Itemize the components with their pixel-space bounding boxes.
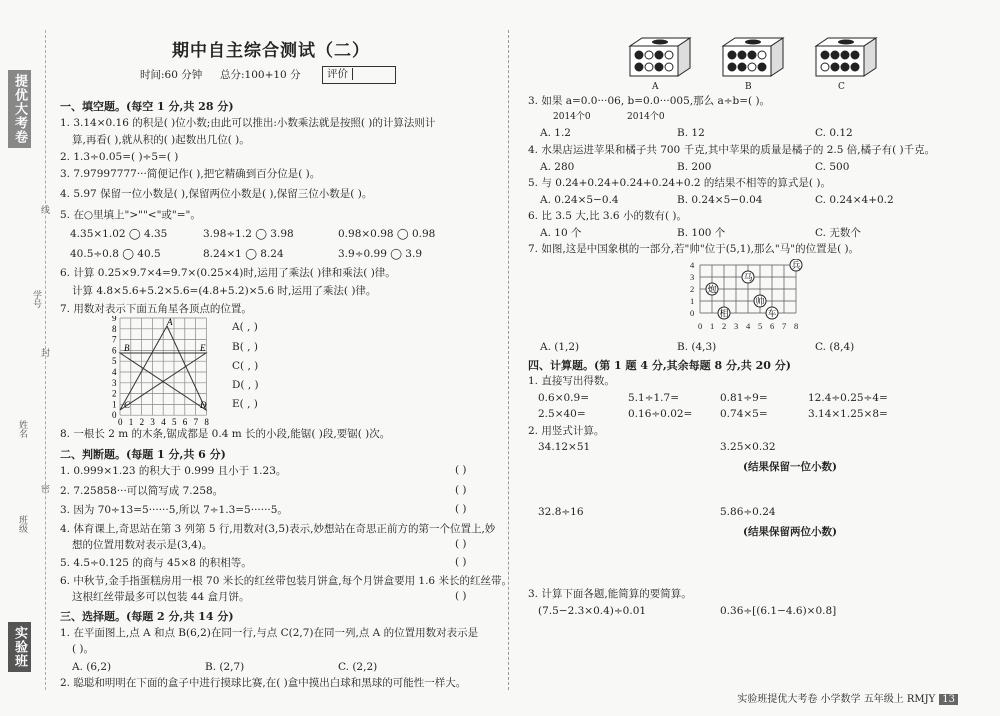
column-divider xyxy=(508,30,509,690)
q5-r1-a: 4.35×1.02 ◯ 4.35 xyxy=(70,228,168,240)
calc-2-d: 5.86÷0.24 xyxy=(720,506,776,518)
grid-ytick: 3 xyxy=(112,377,117,388)
q4-opt-a: A. 280 xyxy=(540,161,575,173)
star-point-C: C xyxy=(124,400,131,410)
white-ball xyxy=(821,63,829,71)
black-ball xyxy=(841,63,849,71)
sec3-q1a: 1. 在平面图上,点 A 和点 B(6,2)在同一行,与点 C(2,7)在同一列,点 A 的位置用数对表示是 xyxy=(60,627,479,639)
calc-2-a: 34.12×51 xyxy=(538,441,591,453)
box-hole xyxy=(652,40,668,45)
time-info: 时间:60 分钟 xyxy=(140,69,203,81)
q7-b: B( , ) xyxy=(232,341,258,353)
judge-3-answer[interactable]: ( ) xyxy=(455,503,467,515)
white-ball xyxy=(665,63,673,71)
black-ball xyxy=(851,51,859,59)
grid-xtick: 0 xyxy=(118,417,123,428)
right-q4: 4. 水果店运进苹果和橘子共 700 千克,其中苹果的质量是橘子的 2.5 倍,橘子有( )千克。 xyxy=(528,144,936,156)
q5-r1-c: 0.98×0.98 ◯ 0.98 xyxy=(338,228,436,240)
right-q7: 7. 如图,这是中国象棋的一部分,若"帅"位于(5,1),那么"马"的位置是( )。 xyxy=(528,243,860,255)
sec1-q1a: 1. 3.14×0.16 的积是( )位小数;由此可以推出:小数乘法就是按照( )的计算法则计 xyxy=(60,117,436,129)
white-ball xyxy=(645,63,653,71)
grid-xtick: 7 xyxy=(193,417,199,428)
white-ball xyxy=(645,51,653,59)
chess-ytick: 0 xyxy=(690,308,695,318)
grid-ytick: 0 xyxy=(112,410,117,421)
box-hole xyxy=(745,40,761,45)
chess-piece-label: 炮 xyxy=(707,285,717,296)
q7-a: A( , ) xyxy=(232,321,258,333)
sec1-q4: 4. 5.97 保留一位小数是( ),保留两位小数是( ),保留三位小数是( )。 xyxy=(60,188,373,200)
star-point-B: B xyxy=(124,343,130,353)
chess-ytick: 4 xyxy=(690,260,695,270)
calc-1: 1. 直接写出得数。 xyxy=(528,375,615,387)
grid-xtick: 3 xyxy=(150,417,155,428)
judge-5: 5. 4.5÷0.125 的商与 45×8 的积相等。 xyxy=(60,557,252,569)
black-ball xyxy=(655,51,663,59)
grid-ytick: 5 xyxy=(112,356,117,367)
q7-c: C( , ) xyxy=(232,360,259,372)
brand-bottom: 实验班 xyxy=(8,622,31,672)
calc-1-r1-a: 0.6×0.9= xyxy=(538,392,589,404)
sec3-q1-opt-c: C. (2,2) xyxy=(338,661,378,673)
chess-ytick: 1 xyxy=(690,296,695,306)
box-hole xyxy=(838,40,854,45)
chess-xtick: 8 xyxy=(794,321,799,331)
star-point-A: A xyxy=(167,317,173,327)
sec1-q5: 5. 在○里填上">""<"或"="。 xyxy=(60,209,201,221)
box-label-b: B xyxy=(745,82,752,92)
q4-opt-b: B. 200 xyxy=(677,161,712,173)
side-label-3: 封 xyxy=(39,348,49,357)
brand-top: 提优大考卷 xyxy=(8,70,31,148)
q6-opt-a: A. 10 个 xyxy=(540,227,582,239)
sec3-heading: 三、选择题。(每题 2 分,共 14 分) xyxy=(60,610,234,623)
q5-opt-b: B. 0.24×5−0.04 xyxy=(677,194,763,206)
sec3-q2: 2. 聪聪和明明在下面的盒子中进行摸球比赛,在( )盒中摸出白球和黑球的可能性一样大。 xyxy=(60,677,467,689)
q7-opt-c: C. (8,4) xyxy=(815,341,855,353)
calc-1-r2-d: 3.14×1.25×8= xyxy=(808,408,888,420)
star-point-D: D xyxy=(200,400,207,410)
chess-xtick: 3 xyxy=(734,321,739,331)
q7-opt-b: B. (4,3) xyxy=(677,341,717,353)
chess-piece-label: 相 xyxy=(719,309,729,320)
chess-piece-label: 兵 xyxy=(791,261,801,272)
calc-2-b: 3.25×0.32 xyxy=(720,441,776,453)
binding-sidebar xyxy=(0,0,52,716)
judge-4b: 想的位置用数对表示是(3,4)。 xyxy=(72,539,213,551)
chess-xtick: 7 xyxy=(782,321,787,331)
calc-1-r2-b: 0.16÷0.02= xyxy=(628,408,693,420)
judge-5-answer[interactable]: ( ) xyxy=(455,556,467,568)
star-grid xyxy=(110,316,215,428)
black-ball xyxy=(728,63,736,71)
calc-2-c: 32.8÷16 xyxy=(538,506,584,518)
judge-4-answer[interactable]: ( ) xyxy=(455,538,467,550)
sec4-heading: 四、计算题。(第 1 题 4 分,其余每题 8 分,共 20 分) xyxy=(528,359,791,372)
box-front xyxy=(816,46,864,76)
grid-ytick: 7 xyxy=(112,334,117,345)
chess-xtick: 0 xyxy=(698,321,703,331)
box-front xyxy=(723,46,771,76)
calc-2-d-note: (结果保留两位小数) xyxy=(743,526,837,538)
grid-ytick: 4 xyxy=(112,367,117,377)
sec1-q6a: 6. 计算 0.25×9.7×4=9.7×(0.25×4)时,运用了乘法( )律和乘法( )律。 xyxy=(60,267,396,279)
black-ball xyxy=(831,51,839,59)
calc-2: 2. 用竖式计算。 xyxy=(528,425,605,437)
side-label-2: 线 xyxy=(39,205,49,214)
black-ball xyxy=(635,51,643,59)
page-title: 期中自主综合测试（二） xyxy=(172,41,370,61)
chess-xtick: 4 xyxy=(746,321,751,331)
sec3-q1b: ( )。 xyxy=(72,643,95,655)
white-ball xyxy=(665,51,673,59)
chess-piece-label: 车 xyxy=(767,309,777,320)
chess-ytick: 2 xyxy=(690,284,695,294)
grid-xtick: 1 xyxy=(128,417,134,428)
judge-2-answer[interactable]: ( ) xyxy=(455,484,467,496)
grid-ytick: 6 xyxy=(112,345,117,356)
box-label-a: A xyxy=(652,82,659,92)
grid-xtick: 5 xyxy=(172,417,177,428)
sec1-q6b: 计算 4.8×5.6+5.2×5.6=(4.8+5.2)×5.6 时,运用了乘法( )律。 xyxy=(72,285,377,297)
black-ball xyxy=(655,63,663,71)
judge-4: 4. 体育课上,奇思站在第 3 列第 5 行,用数对(3,5)表示,妙想站在奇思正前方的第一个位置上,妙 xyxy=(60,523,496,535)
black-ball xyxy=(841,51,849,59)
side-label-1: 学号 xyxy=(31,290,41,308)
calc-1-r1-d: 12.4÷0.25÷4= xyxy=(808,392,888,404)
footer-text: 实验班提优大考卷 小学数学 五年级上 RMJY xyxy=(737,694,936,705)
grid-ytick: 8 xyxy=(112,323,117,334)
calc-2-b-note: (结果保留一位小数) xyxy=(743,461,837,473)
calc-1-r2-c: 0.74×5= xyxy=(720,408,768,420)
sec1-q7: 7. 用数对表示下面五角星各顶点的位置。 xyxy=(60,303,252,315)
grid-xtick: 8 xyxy=(204,417,209,428)
side-label-6: 班级 xyxy=(17,515,27,533)
chess-ytick: 3 xyxy=(690,272,695,282)
calc-3: 3. 计算下面各题,能简算的要简算。 xyxy=(528,588,692,600)
black-ball xyxy=(728,51,736,59)
sec3-q1-opt-b: B. (2,7) xyxy=(205,661,245,673)
chess-xtick: 6 xyxy=(770,321,775,331)
q3-opt-a: A. 1.2 xyxy=(540,127,571,139)
calc-1-r1-c: 0.81÷9= xyxy=(720,392,768,404)
grid-xtick: 6 xyxy=(182,417,188,428)
black-ball xyxy=(738,63,746,71)
judge-3: 3. 因为 70÷13=5······5,所以 7÷1.3=5······5。 xyxy=(60,504,288,516)
grid-ytick: 1 xyxy=(112,399,117,410)
score-info: 总分:100+10 分 xyxy=(220,69,301,81)
chess-xtick: 5 xyxy=(758,321,763,331)
white-ball xyxy=(758,51,766,59)
right-q3: 3. 如果 a=0.0···06, b=0.0···005,那么 a÷b=( )。 xyxy=(528,95,771,107)
side-label-5: 密 xyxy=(39,484,49,493)
q5-opt-c: C. 0.24×4+0.2 xyxy=(815,194,894,206)
q3-opt-c: C. 0.12 xyxy=(815,127,853,139)
black-ball xyxy=(738,51,746,59)
sec1-q3: 3. 7.97997777···简便记作( ),把它精确到百分位是( )。 xyxy=(60,168,321,180)
judge-2: 2. 7.25858···可以简写成 7.258。 xyxy=(60,485,224,497)
sec1-q1b: 算,再看( ),就从积的( )起数出几位( )。 xyxy=(72,134,250,146)
q6-opt-b: B. 100 个 xyxy=(677,227,726,239)
judge-1-answer[interactable]: ( ) xyxy=(455,464,467,476)
side-label-4: 姓名 xyxy=(17,420,27,438)
rating-label: 评价 xyxy=(323,68,353,80)
calc-3-b: 0.36÷[(6.1−4.6)×0.8] xyxy=(720,605,837,617)
chess-piece-label: 帅 xyxy=(755,297,765,308)
right-q6: 6. 比 3.5 大,比 3.6 小的数有( )。 xyxy=(528,210,687,222)
q3-sub-a: 2014个0 xyxy=(553,112,591,122)
q3-opt-b: B. 12 xyxy=(677,127,705,139)
judge-6-answer[interactable]: ( ) xyxy=(455,590,467,602)
judge-6: 6. 中秋节,金手指蛋糕房用一根 70 米长的红丝带包装月饼盒,每个月饼盒要用 1.6 米长的红丝带。 xyxy=(60,575,512,587)
q5-opt-a: A. 0.24×5−0.4 xyxy=(540,194,619,206)
chess-piece-label: 马 xyxy=(743,273,753,284)
cut-line xyxy=(45,30,46,690)
q7-e: E( , ) xyxy=(232,398,258,410)
q5-r2-b: 8.24×1 ◯ 8.24 xyxy=(203,248,284,260)
calc-1-r1-b: 5.1÷1.7= xyxy=(628,392,679,404)
box-label-c: C xyxy=(838,82,845,92)
black-ball xyxy=(821,51,829,59)
q5-r2-c: 3.9÷0.99 ◯ 3.9 xyxy=(338,248,422,260)
sec2-heading: 二、判断题。(每题 1 分,共 6 分) xyxy=(60,448,226,461)
sec1-q2: 2. 1.3÷0.05=( )÷5=( ) xyxy=(60,151,179,163)
q4-opt-c: C. 500 xyxy=(815,161,850,173)
grid-xtick: 4 xyxy=(161,417,166,428)
calc-1-r2-a: 2.5×40= xyxy=(538,408,586,420)
black-ball xyxy=(851,63,859,71)
grid-xtick: 2 xyxy=(139,417,145,428)
box-front xyxy=(630,46,678,76)
black-ball xyxy=(635,63,643,71)
calc-3-a: (7.5−2.3×0.4)÷0.01 xyxy=(538,605,647,617)
page-number: 13 xyxy=(939,694,958,705)
grid-ytick: 9 xyxy=(112,316,117,323)
q7-opt-a: A. (1,2) xyxy=(540,341,580,353)
q6-opt-c: C. 无数个 xyxy=(815,227,861,239)
q3-sub-b: 2014个0 xyxy=(627,112,665,122)
right-q5: 5. 与 0.24+0.24+0.24+0.24+0.2 的结果不相等的算式是( )。 xyxy=(528,177,831,189)
q5-r1-b: 3.98÷1.2 ◯ 3.98 xyxy=(203,228,294,240)
judge-6b: 这根红丝带最多可以包装 44 盒月饼。 xyxy=(72,591,250,603)
sec1-q8: 8. 一根长 2 m 的木条,锯成都是 0.4 m 长的小段,能锯( )段,要锯( )次。 xyxy=(60,428,391,440)
q5-r2-a: 40.5÷0.8 ◯ 40.5 xyxy=(70,248,161,260)
rating-box[interactable] xyxy=(322,66,396,84)
sec1-heading: 一、填空题。(每空 1 分,共 28 分) xyxy=(60,100,234,113)
grid-ytick: 2 xyxy=(112,388,117,399)
sec3-q1-opt-a: A. (6,2) xyxy=(72,661,112,673)
judge-1: 1. 0.999×1.23 的积大于 0.999 且小于 1.23。 xyxy=(60,465,287,477)
q7-d: D( , ) xyxy=(232,379,259,391)
chess-xtick: 1 xyxy=(710,321,715,331)
page-footer xyxy=(737,690,958,705)
black-ball xyxy=(758,63,766,71)
chess-xtick: 2 xyxy=(722,321,727,331)
chess-board xyxy=(688,259,808,335)
white-ball xyxy=(748,63,756,71)
black-ball xyxy=(748,51,756,59)
black-ball xyxy=(831,63,839,71)
star-point-E: E xyxy=(200,343,206,353)
